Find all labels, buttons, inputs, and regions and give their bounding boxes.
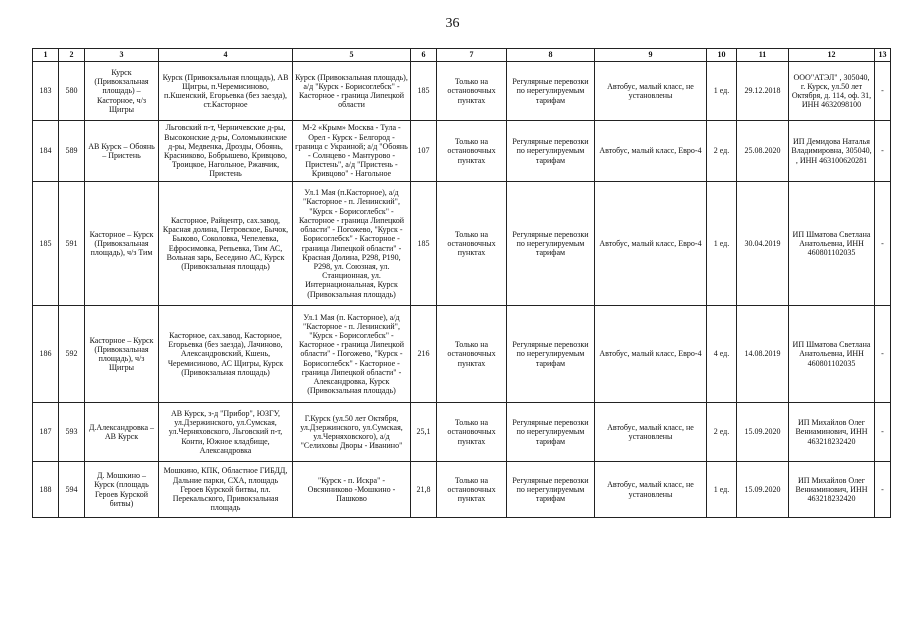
route-length: 25,1 xyxy=(411,403,437,462)
route-number: 580 xyxy=(59,62,85,121)
boarding-order: Только на остановочных пунктах xyxy=(437,306,507,403)
row-number: 184 xyxy=(33,121,59,182)
route-name: Д.Александровка – АВ Курск xyxy=(85,403,159,462)
stops-list: Льговский п-т, Черничевские д-ры, Высоконские д-ры, Соломыкинские д-ры, Медвенка, Дрозды, Обоянь, Красниково, Бобрышево, Кривцово, Троицкое, Нагольное, Ржавчик, Пристень xyxy=(159,121,293,182)
carrier: ИП Шматова Светлана Анатольевна, ИНН 460801102035 xyxy=(789,182,875,306)
vehicle-count: 4 ед. xyxy=(707,306,737,403)
header-cell: 8 xyxy=(507,49,595,62)
start-date: 15.09.2020 xyxy=(737,403,789,462)
vehicle-count: 1 ед. xyxy=(707,462,737,518)
table-row xyxy=(33,182,891,306)
route-length: 21,8 xyxy=(411,462,437,518)
start-date: 29.12.2018 xyxy=(737,62,789,121)
roads-list: Ул.1 Мая (п.Касторное), а/д "Касторное - п. Ленинский", "Курск - Борисоглебск" - Касторное - граница Липецкой области" - Погожево, "Курск - Борисоглебск" - Касторное - граница Липецкой области" - Красная Долина, Р298, Р190, Р298, ул. Союзная, ул. Станционная, ул. Интернациональная, Курск (Привокзальная площадь) xyxy=(293,182,411,306)
header-row xyxy=(33,49,891,62)
vehicle-count: 1 ед. xyxy=(707,182,737,306)
extra: - xyxy=(875,403,891,462)
boarding-order: Только на остановочных пунктах xyxy=(437,121,507,182)
row-number: 188 xyxy=(33,462,59,518)
vehicle-class: Автобус, малый класс, Евро-4 xyxy=(595,121,707,182)
boarding-order: Только на остановочных пунктах xyxy=(437,182,507,306)
vehicle-class: Автобус, малый класс, не установлены xyxy=(595,403,707,462)
transport-type: Регулярные перевозки по нерегулируемым тарифам xyxy=(507,462,595,518)
route-name: Курск (Привокзальная площадь) – Касторное, ч/з Щигры xyxy=(85,62,159,121)
start-date: 25.08.2020 xyxy=(737,121,789,182)
table-row xyxy=(33,306,891,403)
route-name: Касторное – Курск (Привокзальная площадь), ч/з Щигры xyxy=(85,306,159,403)
header-cell: 7 xyxy=(437,49,507,62)
start-date: 14.08.2019 xyxy=(737,306,789,403)
transport-type: Регулярные перевозки по нерегулируемым тарифам xyxy=(507,403,595,462)
header-cell: 4 xyxy=(159,49,293,62)
carrier: ИП Михайлов Олег Вениаминович, ИНН 463218232420 xyxy=(789,403,875,462)
header-cell: 3 xyxy=(85,49,159,62)
roads-list: Ул.1 Мая (п. Касторное), а/д "Касторное - п. Ленинский", "Курск - Борисоглебск" - Касторное - граница Липецкой области" - Погожево, "Курск - Борисоглебск" - Касторное - граница Липецкой области" - Александровка, Курск (Привокзальная площадь) xyxy=(293,306,411,403)
table-row xyxy=(33,462,891,518)
header-cell: 5 xyxy=(293,49,411,62)
vehicle-class: Автобус, малый класс, не установлены xyxy=(595,62,707,121)
row-number: 187 xyxy=(33,403,59,462)
vehicle-class: Автобус, малый класс, не установлены xyxy=(595,462,707,518)
roads-list: "Курск - п. Искра" - Овсянниково -Мошкино - Пашково xyxy=(293,462,411,518)
row-number: 186 xyxy=(33,306,59,403)
route-name: Касторное – Курск (Привокзальная площадь), ч/з Тим xyxy=(85,182,159,306)
header-cell: 6 xyxy=(411,49,437,62)
carrier: ИП Михайлов Олег Вениаминович, ИНН 463218232420 xyxy=(789,462,875,518)
boarding-order: Только на остановочных пунктах xyxy=(437,462,507,518)
stops-list: Касторное, сах.завод, Касторное, Егорьевка (без заезда), Лачиново, Александровский, Кшень, Черемисиново, АС Щигры, Курск (Привокзальная площадь) xyxy=(159,306,293,403)
route-name: АВ Курск – Обоянь – Пристень xyxy=(85,121,159,182)
carrier: ООО"АТЭЛ" , 305040, г. Курск, ул.50 лет Октября, д. 114, оф. 31, ИНН 4632098100 xyxy=(789,62,875,121)
table-row xyxy=(33,403,891,462)
header-cell: 12 xyxy=(789,49,875,62)
stops-list: АВ Курск, з-д "Прибор", ЮЗГУ, ул.Дзержинского, ул.Сумская, ул.Черняховского, Льговский п-т, Конти, Южное кладбище, Александровка xyxy=(159,403,293,462)
stops-list: Мошкино, КПК, Областное ГИБДД, Дальние парки, СХА, площадь Героев Курской битвы, пл. Перекальского, Привокзальная площадь xyxy=(159,462,293,518)
transport-type: Регулярные перевозки по нерегулируемым тарифам xyxy=(507,306,595,403)
transport-type: Регулярные перевозки по нерегулируемым тарифам xyxy=(507,121,595,182)
route-number: 591 xyxy=(59,182,85,306)
stops-list: Касторное, Райцентр, сах.завод, Красная долина, Петровское, Бычок, Быково, Соколовка, Чепелевка, Ефросимовка, Репьевка, Тим АС, Вольная зарь, Беседино АС, Курск (Привокзальная площадь) xyxy=(159,182,293,306)
route-length: 216 xyxy=(411,306,437,403)
header-cell: 13 xyxy=(875,49,891,62)
route-length: 185 xyxy=(411,182,437,306)
start-date: 30.04.2019 xyxy=(737,182,789,306)
transport-type: Регулярные перевозки по нерегулируемым тарифам xyxy=(507,62,595,121)
route-number: 589 xyxy=(59,121,85,182)
route-number: 592 xyxy=(59,306,85,403)
vehicle-class: Автобус, малый класс, Евро-4 xyxy=(595,306,707,403)
route-registry-table xyxy=(32,48,891,518)
vehicle-class: Автобус, малый класс, Евро-4 xyxy=(595,182,707,306)
extra: - xyxy=(875,462,891,518)
vehicle-count: 1 ед. xyxy=(707,62,737,121)
table-row xyxy=(33,62,891,121)
row-number: 185 xyxy=(33,182,59,306)
route-length: 185 xyxy=(411,62,437,121)
header-cell: 10 xyxy=(707,49,737,62)
carrier: ИП Шматова Светлана Анатольевна, ИНН 460801102035 xyxy=(789,306,875,403)
boarding-order: Только на остановочных пунктах xyxy=(437,403,507,462)
roads-list: Курск (Привокзальная площадь), а/д "Курск - Борисоглебск" - Касторное - граница Липецкой области xyxy=(293,62,411,121)
header-cell: 2 xyxy=(59,49,85,62)
table-row xyxy=(33,121,891,182)
vehicle-count: 2 ед. xyxy=(707,121,737,182)
boarding-order: Только на остановочных пунктах xyxy=(437,62,507,121)
carrier: ИП Демидова Наталья Владимировна, 305040, , ИНН 463100620281 xyxy=(789,121,875,182)
route-length: 107 xyxy=(411,121,437,182)
extra: - xyxy=(875,62,891,121)
route-number: 594 xyxy=(59,462,85,518)
transport-type: Регулярные перевозки по нерегулируемым тарифам xyxy=(507,182,595,306)
start-date: 15.09.2020 xyxy=(737,462,789,518)
route-number: 593 xyxy=(59,403,85,462)
header-cell: 9 xyxy=(595,49,707,62)
extra: - xyxy=(875,182,891,306)
header-cell: 11 xyxy=(737,49,789,62)
row-number: 183 xyxy=(33,62,59,121)
extra: - xyxy=(875,121,891,182)
roads-list: Г.Курск (ул.50 лет Октября, ул.Дзержинского, ул.Сумская, ул.Черняховского), а/д "Селиховы Дворы - Иванино" xyxy=(293,403,411,462)
roads-list: М-2 «Крым» Москва - Тула - Орел - Курск - Белгород - граница с Украиной; а/д "Обоянь - Солнцево - Мантурово - Пристень", а/д "Пристень - Кривцово" - Нагольное xyxy=(293,121,411,182)
route-name: Д. Мошкино – Курск (площадь Героев Курской битвы) xyxy=(85,462,159,518)
vehicle-count: 2 ед. xyxy=(707,403,737,462)
extra: - xyxy=(875,306,891,403)
stops-list: Курск (Привокзальная площадь), АВ Щигры, п.Черемисиново, п.Кшенский, Егорьевка (без заезда), ст.Касторное xyxy=(159,62,293,121)
header-cell: 1 xyxy=(33,49,59,62)
page-number: 36 xyxy=(445,16,460,31)
